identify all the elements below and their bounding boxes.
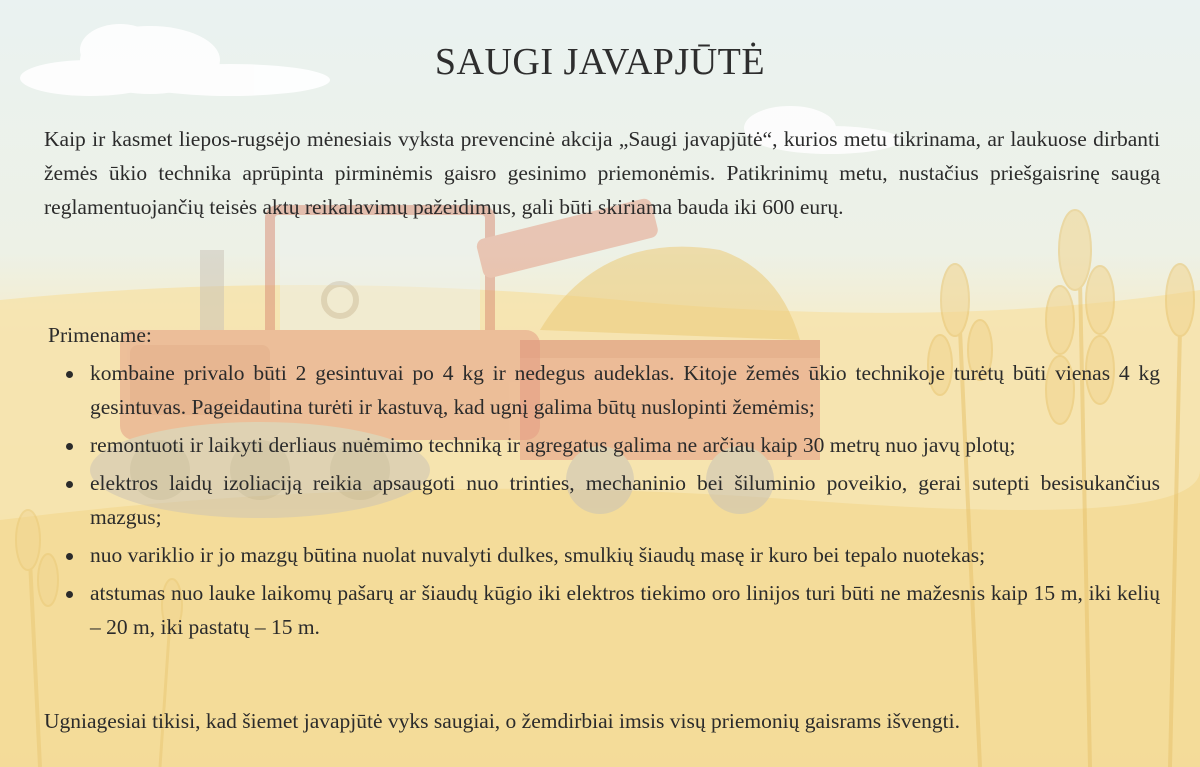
bullet-icon bbox=[66, 591, 73, 598]
list-item-text: elektros laidų izoliaciją reikia apsaugoti nuo trinties, mechaninio bei šiluminio poveikio, gerai sutepti besisukančius mazgus; bbox=[90, 471, 1160, 529]
list-item-text: nuo variklio ir jo mazgų būtina nuolat nuvalyti dulkes, smulkių šiaudų masę ir kuro bei tepalo nuotekas; bbox=[90, 543, 986, 567]
page-title: SAUGI JAVAPJŪTĖ bbox=[434, 41, 766, 83]
list-item bbox=[64, 538, 1160, 572]
intro-paragraph: Kaip ir kasmet liepos-rugsėjo mėnesiais vyksta prevencinė akcija „Saugi javapjūtė“, kurios metu tikrinama, ar laukuose dirbanti žemės ūkio technika aprūpinta pirminėmis gaisro gesinimo priemonėmis. Patikrinimų metu, nustačius priešgaisrinę saugą reglamentuojančių teisės aktų reikalavimų pažeidimus, gali būti skiriama bauda iki 600 eurų. bbox=[44, 127, 1160, 219]
list-item-text: kombaine privalo būti 2 gesintuvai po 4 kg ir nedegus audeklas. Kitoje žemės ūkio technikoje turėtų būti vienas 4 kg gesintuvas. Pageidautina turėti ir kastuvą, kad ugnį galima būtų nuslopinti žemėmis; bbox=[90, 361, 1160, 419]
list-item bbox=[64, 428, 1160, 462]
bullet-icon bbox=[66, 553, 73, 560]
reminder-heading: Primename: bbox=[48, 323, 152, 347]
reminder-list bbox=[64, 356, 1160, 648]
bullet-icon bbox=[66, 481, 73, 488]
bullet-icon bbox=[66, 371, 73, 378]
list-item-text: atstumas nuo lauke laikomų pašarų ar šiaudų kūgio iki elektros tiekimo oro linijos turi būti ne mažesnis kaip 15 m, iki kelių – 20 m, iki pastatų – 15 m. bbox=[90, 581, 1160, 639]
bullet-icon bbox=[66, 443, 73, 450]
list-item-text: remontuoti ir laikyti derliaus nuėmimo techniką ir agregatus galima ne arčiau kaip 30 metrų nuo javų plotų; bbox=[90, 433, 1016, 457]
list-item bbox=[64, 466, 1160, 534]
list-item bbox=[64, 356, 1160, 424]
closing-paragraph: Ugniagesiai tikisi, kad šiemet javapjūtė vyks saugiai, o žemdirbiai imsis visų priemonių gaisrams išvengti. bbox=[44, 709, 960, 733]
list-item bbox=[64, 576, 1160, 644]
